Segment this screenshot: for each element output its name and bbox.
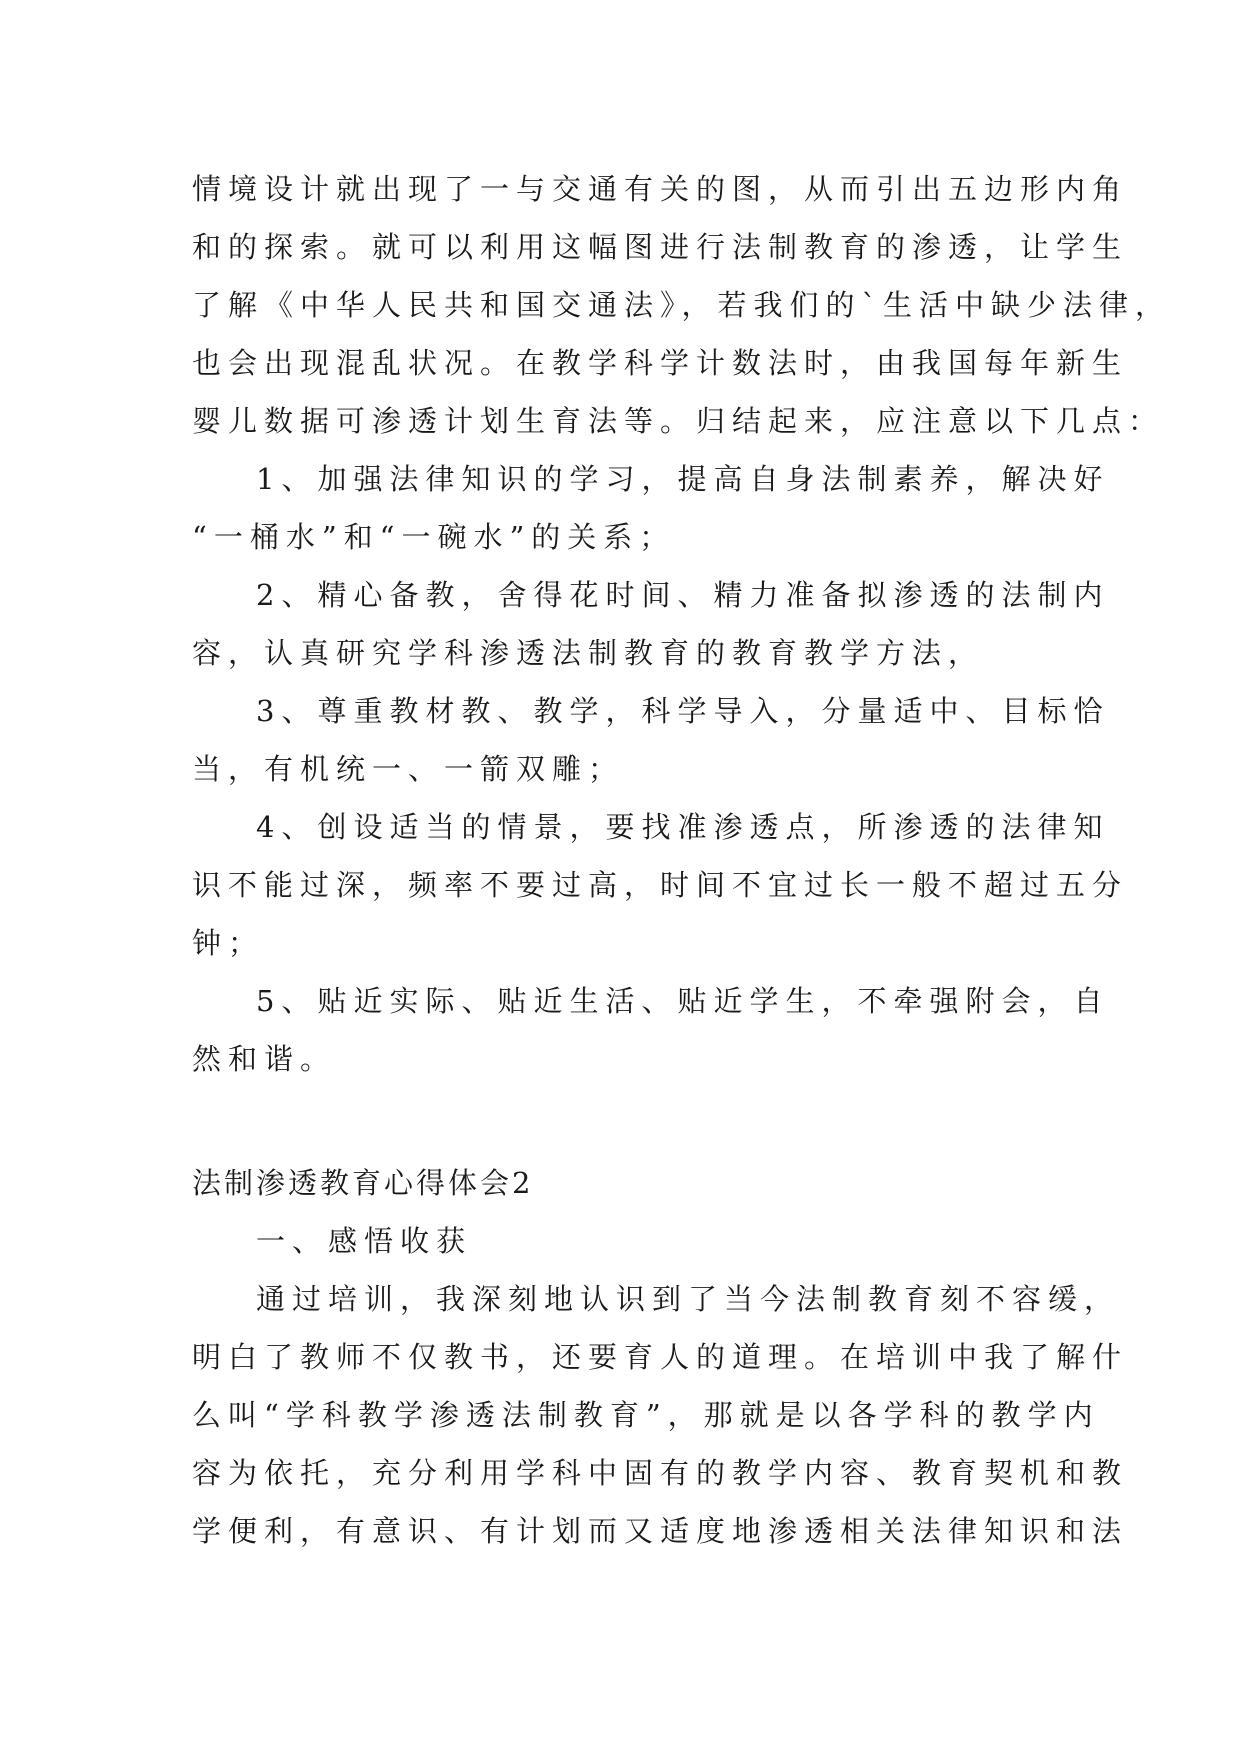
- body-text-section-1: [192, 160, 1172, 1088]
- point-3-line: 3、尊重教材教、教学，科学导入，分量适中、目标恰: [256, 694, 1110, 728]
- point-1-line: 1、加强法律知识的学习，提高自身法制素养，解决好: [256, 462, 1110, 496]
- point-3-line: 当，有机统一、一箭双雕；: [192, 752, 625, 786]
- text-line: 也会出现混乱状况。在教学科学计数法时，由我国每年新生: [192, 346, 1129, 380]
- text-line: 婴儿数据可渗透计划生育法等。归结起来，应注意以下几点：: [192, 404, 1165, 438]
- text-line: 么叫“学科教学渗透法制教育”，那就是以各学科的教学内: [192, 1398, 1100, 1432]
- text-line: 情境设计就出现了一与交通有关的图，从而引出五边形内角: [192, 172, 1129, 206]
- text-line: 容为依托，充分利用学科中固有的教学内容、教育契机和教: [192, 1456, 1129, 1490]
- text-line: 和的探索。就可以利用这幅图进行法制教育的渗透，让学生: [192, 230, 1129, 264]
- point-4-line: 识不能过深，频率不要过高，时间不宜过长一般不超过五分: [192, 868, 1129, 902]
- text-line: 明白了教师不仅教书，还要育人的道理。在培训中我了解什: [192, 1340, 1129, 1374]
- body-text-section-2: [192, 1212, 1129, 1560]
- point-1-line: “一桶水”和“一碗水”的关系；: [192, 520, 676, 554]
- point-4-line: 4、创设适当的情景，要找准渗透点，所渗透的法律知: [256, 810, 1110, 844]
- section-2-subtitle: 一、感悟收获: [256, 1224, 473, 1258]
- text-line: 通过培训，我深刻地认识到了当今法制教育刻不容缓，: [256, 1282, 1121, 1316]
- text-line: 学便利，有意识、有计划而又适度地渗透相关法律知识和法: [192, 1514, 1129, 1548]
- section-2-heading: 法制渗透教育心得体会2: [192, 1166, 534, 1200]
- point-2-line: 容，认真研究学科渗透法制教育的教育教学方法，: [192, 636, 985, 670]
- point-2-line: 2、精心备教，舍得花时间、精力准备拟渗透的法制内: [256, 578, 1110, 612]
- point-4-line: 钟；: [192, 926, 265, 960]
- text-line: 了解《中华人民共和国交通法》，若我们的`生活中缺少法律，: [192, 288, 1172, 322]
- point-5-line: 然和谐。: [192, 1042, 337, 1076]
- point-5-line: 5、贴近实际、贴近生活、贴近学生，不牵强附会，自: [256, 984, 1110, 1018]
